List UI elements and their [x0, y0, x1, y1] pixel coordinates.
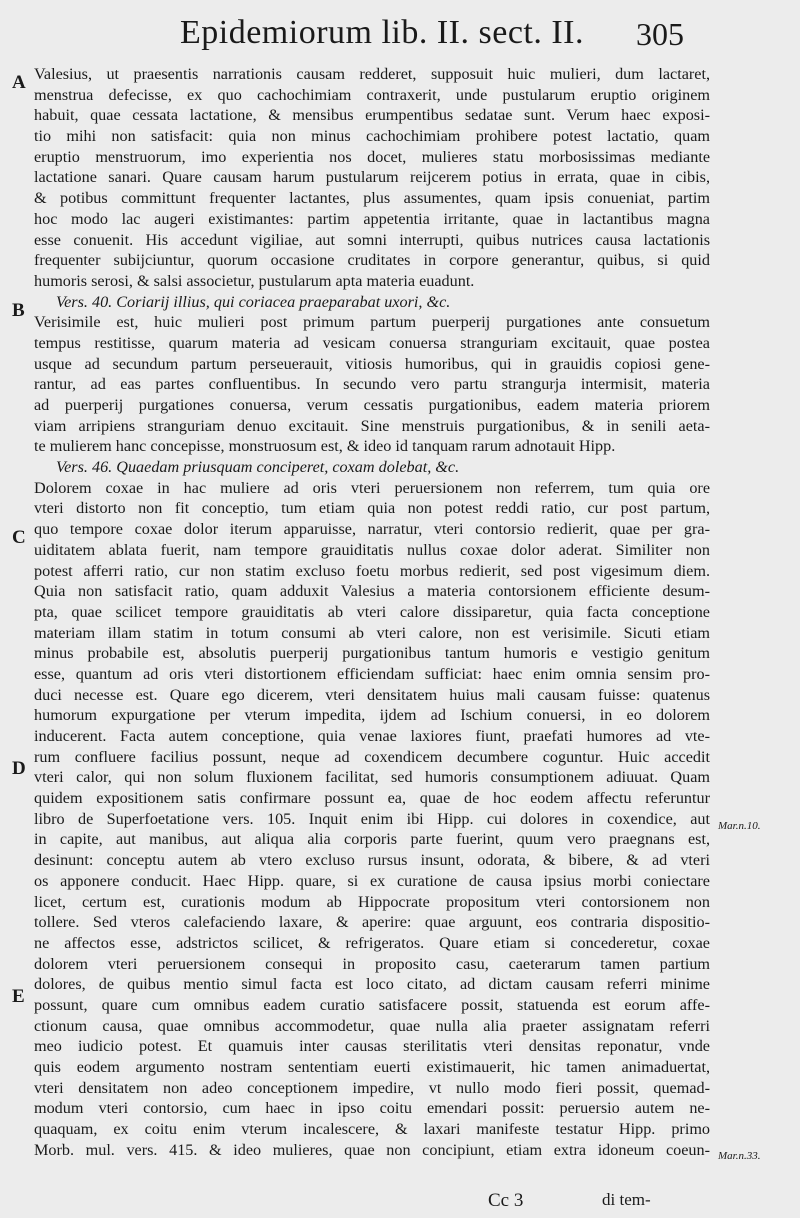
text-line: tempus restitisse, quarum materia ad vesicam conuersa stranguriam excitauit, quae postea	[34, 333, 710, 352]
text-line: & potibus committunt frequenter lactantes, plus assumentes, quam ipsis conueniat, partim	[34, 189, 710, 208]
text-line: Morb. mul. vers. 415. & ideo mulieres, quae non concipiunt, etiam extra idoneum coeun-	[34, 1140, 710, 1159]
text-line: licet, certum est, curationis modum ab Hippocrate propositum vteri contorsionem non	[34, 892, 710, 911]
text-line: materiam illam statim in totum consumi ab vteri calore, non est verisimile. Sicuti etiam	[34, 623, 710, 642]
text-line: quaquam, ex coitu enim vterum incalescere, & laxari manifeste testatur Hipp. primo	[34, 1120, 710, 1139]
text-line: tollere. Sed vteros calefaciendo laxare, & aperire: quae arguunt, eos contraria dispositio-	[34, 913, 710, 932]
text-line: esse, quantum ad oris vteri distortionem efficiendam sufficiat: haec enim omnia sensim pro-	[34, 664, 710, 683]
verse-lemma-line: Vers. 46. Quaedam priusquam conciperet, coxam dolebat, &c.	[56, 458, 460, 477]
text-line: desinunt: conceptu autem ab vtero excluso rursus insunt, odorata, & bibere, & ad vteri	[34, 851, 710, 870]
text-line: te mulierem hanc concepisse, monstruosum est, & ideo id tanquam rarum adnotauit Hipp.	[34, 437, 616, 456]
text-line: meo iudicio potest. Et quamuis inter causas sterilitatis vteri densitas reponatur, vnde	[34, 1037, 710, 1056]
text-line: Valesius, ut praesentis narrationis causam redderet, supposuit huic mulieri, dum lactaret,	[34, 65, 710, 83]
margin-note-mar-10: Mar.n.10.	[718, 820, 761, 832]
text-line: in capite, aut manibus, aut aliqua alia corporis parte fuerint, quum vero praegnans est,	[34, 830, 710, 849]
verse-lemma-line: Vers. 40. Coriarij illius, qui coriacea praeparabat uxori, &c.	[56, 292, 451, 311]
text-line: minus probabile est, absolutis puerperij purgationibus tantum humoris e vestigio genitum	[34, 644, 710, 663]
margin-letter-b: B	[12, 300, 25, 321]
text-line: tio mihi non satisfacit: quia non minus cachochimiam prohibere potest lactatio, quam	[34, 127, 710, 146]
running-title: Epidemiorum lib. II. sect. II.	[180, 14, 585, 51]
margin-letter-a: A	[12, 72, 26, 93]
text-line: Quia non satisfacit ratio, quam adduxit Valesius a materia contorsionem efficiente desum-	[34, 582, 710, 601]
running-header	[0, 6, 800, 58]
text-line: ne affectos esse, adstrictos scilicet, & refrigeratos. Quare etiam si concederetur, coxae	[34, 933, 710, 952]
text-line: frequenter subijciuntur, quorum occasione cruditates in corpore generantur, quibus, si quid	[34, 251, 710, 270]
text-line: pta, quae scilicet tempore grauiditatis ab vteri calore dissiparetur, quia facta conceptione	[34, 602, 710, 621]
text-line: vteri calor, qui non solum fluxionem facilitat, sed humoris consumptionem adiuuat. Quam	[34, 768, 710, 787]
text-line: modum vteri contorsio, cum haec in ipso coitu emendari possit: peruersio autem ne-	[34, 1099, 710, 1118]
text-line: menstrua defecisse, ex quo cachochimiam contraxerit, unde pustularum eruptio originem	[34, 85, 710, 104]
signature-mark: Cc 3	[488, 1190, 524, 1211]
text-line: libro de Superfoetatione vers. 105. Inquit enim ibi Hipp. cui dolores in coxendice, aut	[34, 809, 710, 828]
page-number: 305	[636, 16, 684, 52]
text-line: usque ad secundum partum perseuerauit, vitiosis humoribus, qui in grauidis copiosi gene-	[34, 354, 710, 373]
text-line: viam arripiens stranguriam denuo excitauit. Sine menstruis purgationibus, & in senili aeta-	[34, 416, 710, 435]
text-line: humoris serosi, & salsi associetur, pustularum apta materia euadunt.	[34, 271, 475, 290]
text-line: Verisimile est, huic mulieri post primum partum puerperij purgationes ante consuetum	[34, 313, 710, 332]
text-line: possunt, quare cum omnibus eadem curatio satisfacere possit, statuenda est eorum affe-	[34, 995, 710, 1014]
text-line: dolorem vteri peruersionem consequi in proposito casu, caeterarum tamen partium	[34, 954, 710, 973]
text-line: rantur, ad eas partes confluentibus. In secundo vero partu strangurja intermisit, materia	[34, 375, 710, 394]
text-line: humorum expurgatione per vterum impedita, ijdem ad Ischium conuersi, in eo dolorem	[34, 706, 710, 725]
text-line: dolores, de quibus mentio simul facta est loco citato, ad dictam causam referri minime	[34, 975, 710, 994]
margin-note-mar-33: Mar.n.33.	[718, 1150, 761, 1162]
text-line: vteri distorto non fit conceptio, tum etiam quia non potest reddi ratio, cur post partum,	[34, 499, 710, 518]
text-line: uiditatem ablata fuerit, nam tempore grauiditatis nullus coxae dolor aderat. Similiter non	[34, 540, 710, 559]
margin-letter-c: C	[12, 527, 26, 548]
text-line: os apponere conducit. Haec Hipp. quare, si ex curatione de causa ipsius morbi coniectare	[34, 871, 710, 890]
margin-letter-d: D	[12, 758, 26, 779]
text-line: quis eodem argumento nostram sententiam euerti existimauerit, hic tamen animaduertat,	[34, 1058, 710, 1076]
catchword: di tem-	[602, 1190, 651, 1209]
text-line: vteri densitatem non adeo conceptionem impedire, vt nullo modo fieri possit, quemad-	[34, 1078, 710, 1097]
text-line: potest afferri ratio, cur non statim excluso foetu morbus redierit, sed post vigesimum diem.	[34, 561, 710, 580]
text-line: inducerent. Facta autem conceptione, quia venae laxiores fiunt, praefati humores ad vte-	[34, 727, 710, 745]
text-line: eruptio menstruorum, imo experientia nos docet, mulieres statu morbosissimas mediante	[34, 147, 710, 166]
text-line: Dolorem coxae in hac muliere ad oris vteri peruersionem non referrem, tum quia ore	[34, 478, 710, 497]
margin-letter-e: E	[12, 986, 25, 1007]
body-text	[34, 64, 710, 1160]
text-line: lactatione sanari. Quare causam harum pustularum reijcerem potius in errata, quae in cibis,	[34, 168, 710, 187]
text-line: rum confluere facilius possunt, neque ad coxendicem decumbere coguntur. Huic accedit	[34, 747, 710, 766]
page-footer	[0, 1190, 800, 1214]
text-line: duci necesse est. Quare ego dicerem, vteri densitatem huius mali causam fuisse: quatenus	[34, 685, 710, 704]
text-line: quidem expositionem satis confirmare possunt ea, quae de hoc eodem affectu referuntur	[34, 789, 710, 808]
text-line: esse conuenit. His accedunt vigiliae, aut somni interrupti, quibus nutrices causa lactationis	[34, 230, 710, 249]
text-line: quo tempore coxae dolor iterum apparuisse, narratur, vteri contorsio redierit, quae per gra-	[34, 520, 710, 539]
text-line: hoc modo lac augeri existimantes: partim appetentia irritante, quae in lactantibus magna	[34, 209, 710, 228]
text-line: ad puerperij purgationes conuersa, verum cessatis purgationibus, eadem materia priorem	[34, 396, 710, 414]
text-line: ctionum causa, quae omnibus accommodetur, quae nulla alia praeter assignatam referri	[34, 1016, 710, 1035]
text-line: habuit, quae cessata lactatione, & mensibus erumpentibus sedatae sunt. Verum haec exposi-	[34, 106, 710, 125]
